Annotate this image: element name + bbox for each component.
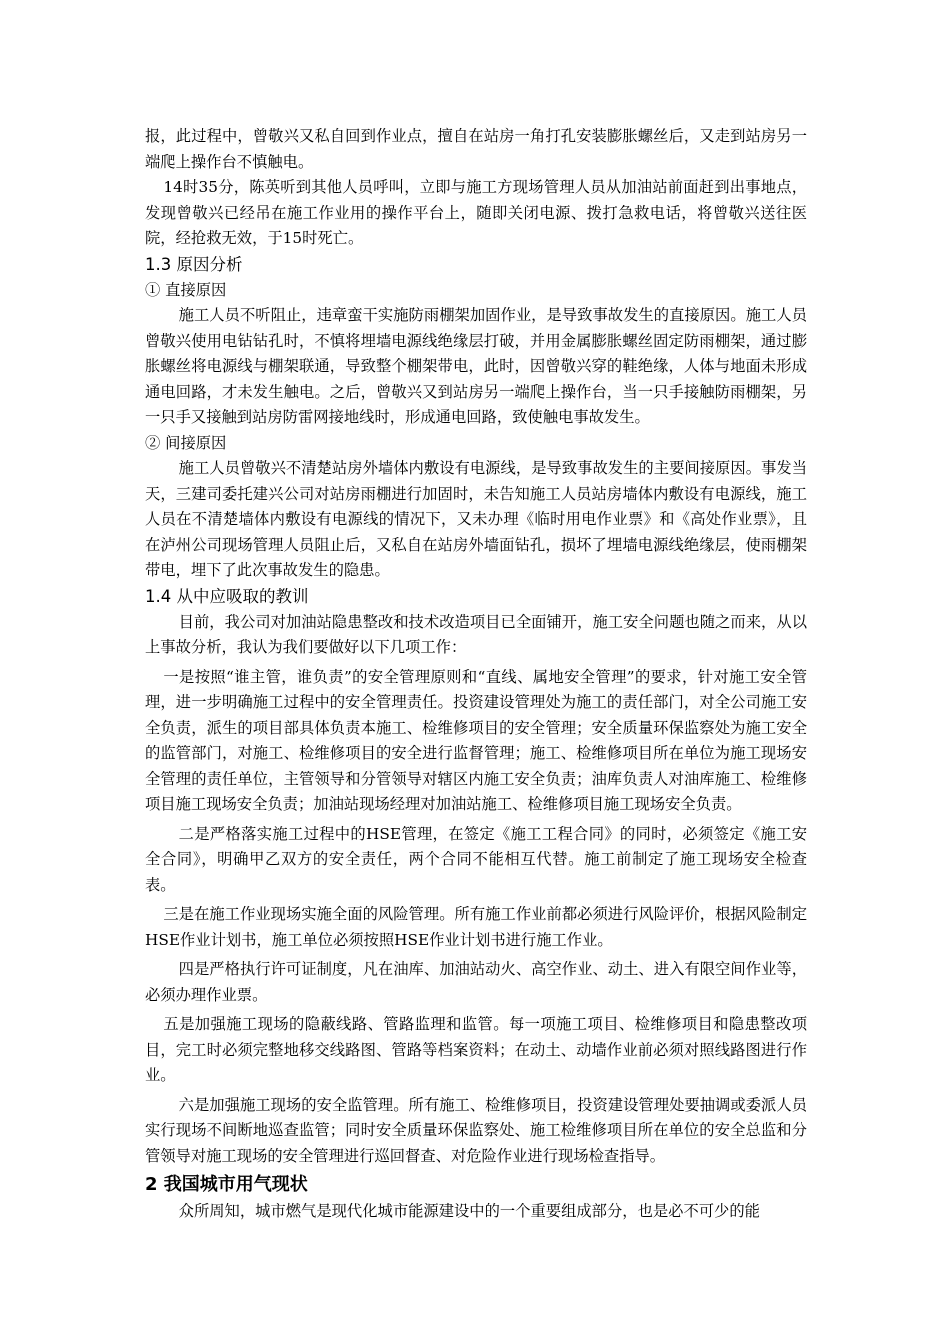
paragraph-indirect-cause: 施工人员曾敬兴不清楚站房外墙体内敷设有电源线，是导致事故发生的主要间接原因。事发当天，三建司委托建兴公司对站房雨棚进行加固时，未告知施工人员站房墙体内敷设有电源线，施工人员在不清楚墙体内敷设有电源线的情况下，又未办理《临时用电作业票》和《高处作业票》，且在泸州公司现场管理人员阻止后，又私自在站房外墙面钻孔，损坏了埋墙电源线绝缘层，使雨棚架带电，埋下了此次事故发生的隐患。: [145, 459, 807, 579]
paragraph-lesson-3: 三是在施工作业现场实施全面的风险管理。所有施工作业前都必须进行风险评价，根据风险制定HSE作业计划书，施工单位必须按照HSE作业计划书进行施工作业。: [145, 905, 807, 949]
document-page: [145, 124, 807, 1225]
paragraph-lesson-5: 五是加强施工现场的隐蔽线路、管路监理和监管。每一项施工项目、检维修项目和隐患整改项目，完工时必须完整地移交线路图、管路等档案资料；在动土、动墙作业前必须对照线路图进行作业。: [145, 1015, 807, 1084]
section-heading-2: 2 我国城市用气现状: [145, 1174, 308, 1195]
section-heading-1-3: 1.3 原因分析: [145, 254, 243, 274]
paragraph-accident-continued: 报，此过程中，曾敬兴又私自回到作业点，擅自在站房一角打孔安装膨胀螺丝后，又走到站房另一端爬上操作台不慎触电。: [145, 127, 807, 171]
paragraph-lessons-intro: 目前，我公司对加油站隐患整改和技术改造项目已全面铺开，施工安全问题也随之而来，从以上事故分析，我认为我们要做好以下几项工作：: [145, 612, 807, 656]
paragraph-lesson-2: 二是严格落实施工过程中的HSE管理，在签定《施工工程合同》的同时，必须签定《施工安全合同》，明确甲乙双方的安全责任，两个合同不能相互代替。施工前制定了施工现场安全检查表。: [145, 824, 807, 894]
subheading-indirect-cause: ② 间接原因: [145, 433, 227, 452]
paragraph-lesson-6: 六是加强施工现场的安全监管理。所有施工、检维修项目，投资建设管理处要抽调或委派人员实行现场不间断地巡查监管；同时安全质量环保监察处、施工检维修项目所在单位的安全总监和分管领导对施工现场的安全管理进行巡回督查、对危险作业进行现场检查指导。: [145, 1095, 807, 1165]
paragraph-direct-cause: 施工人员不听阻止，违章蛮干实施防雨棚架加固作业，是导致事故发生的直接原因。施工人员曾敬兴使用电钻钻孔时，不慎将埋墙电源线绝缘层打破，并用金属膨胀螺丝固定防雨棚架，通过膨胀螺丝将电源线与棚架联通，导致整个棚架带电，此时，因曾敬兴穿的鞋绝缘，人体与地面未形成通电回路，才未发生触电。之后，曾敬兴又到站房另一端爬上操作台，当一只手接触防雨棚架，另一只手又接触到站房防雷网接地线时，形成通电回路，致使触电事故发生。: [145, 306, 807, 426]
paragraph-rescue: 14时35分，陈英听到其他人员呼叫，立即与施工方现场管理人员从加油站前面赶到出事地点，发现曾敬兴已经吊在施工作业用的操作平台上，随即关闭电源、拨打急救电话，将曾敬兴送往医院，经抢救无效，于15时死亡。: [145, 178, 807, 247]
paragraph-lesson-1: 一是按照“谁主管，谁负责”的安全管理原则和“直线、属地安全管理”的要求，针对施工安全管理，进一步明确施工过程中的安全管理责任。投资建设管理处为施工的责任部门，对全公司施工安全负责，派生的项目部具体负责本施工、检维修项目的安全管理；安全质量环保监察处为施工安全的监管部门，对施工、检维修项目的安全进行监督管理；施工、检维修项目所在单位为施工现场安全管理的责任单位，主管领导和分管领导对辖区内施工安全负责；油库负责人对油库施工、检维修项目施工现场安全负责；加油站现场经理对加油站施工、检维修项目施工现场安全负责。: [145, 667, 807, 813]
paragraph-lesson-4: 四是严格执行许可证制度，凡在油库、加油站动火、高空作业、动土、进入有限空间作业等，必须办理作业票。: [145, 960, 807, 1004]
section-heading-1-4: 1.4 从中应吸取的教训: [145, 586, 309, 606]
subheading-direct-cause: ① 直接原因: [145, 280, 227, 299]
paragraph-city-gas: 众所周知，城市燃气是现代化城市能源建设中的一个重要组成部分，也是必不可少的能: [178, 1202, 760, 1220]
